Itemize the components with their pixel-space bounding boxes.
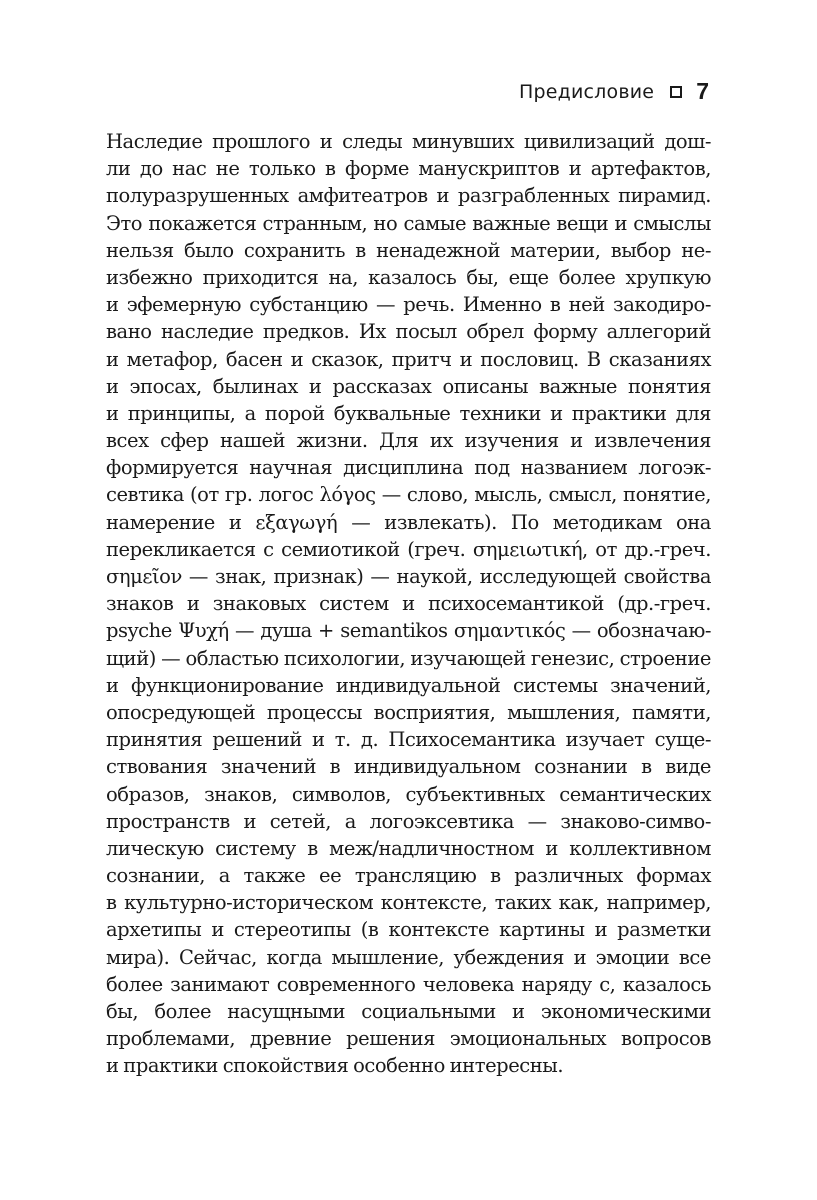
text-line: Наследие прошлого и следы минувших цивилизаций дош-	[106, 130, 711, 153]
page-number: 7	[696, 78, 709, 104]
section-title: Предисловие	[519, 80, 655, 103]
text-line: перекликается с семиотикой (греч. σημειωτική, от др.-греч.	[106, 537, 711, 561]
text-line: σημεῖον — знак, признак) — наукой, исследующей свойства	[106, 565, 711, 588]
body-paragraph	[106, 128, 711, 1080]
text-line: и принципы, а порой буквальные техники и практики для	[106, 401, 711, 425]
text-line: и практики спокойствия особенно интересны.	[106, 1054, 564, 1078]
text-line: сознании, а также ее трансляцию в различных формах	[106, 864, 711, 888]
text-line: Это покажется странным, но самые важные вещи и смыслы	[106, 211, 711, 235]
text-line: щий) — областью психологии, изучающей генезис, строение	[106, 646, 711, 670]
text-line: и эпосах, былинах и рассказах описаны важные понятия	[106, 374, 711, 398]
text-line: вано наследие предков. Их посыл обрел форму аллегорий	[106, 320, 711, 344]
text-line: опосредующей процессы восприятия, мышления, памяти,	[106, 700, 711, 724]
text-line: бы, более насущными социальными и экономическими	[106, 1000, 711, 1023]
text-line: севтика (от гр. логос λόγος — слово, мысль, смысл, понятие,	[106, 483, 711, 507]
text-line: и метафор, басен и сказок, притч и пословиц. В сказаниях	[106, 347, 711, 371]
text-line: нельзя было сохранить в ненадежной материи, выбор не-	[106, 238, 711, 262]
text-line: полуразрушенных амфитеатров и разграбленных пирамид.	[106, 184, 711, 208]
text-line: архетипы и стереотипы (в контексте картины и разметки	[106, 918, 711, 942]
text-line: формируется научная дисциплина под названием логоэк-	[106, 456, 711, 480]
text-line: лическую систему в меж/надличностном и коллективном	[106, 836, 711, 860]
text-line: избежно приходится на, казалось бы, еще более хрупкую	[106, 265, 711, 289]
text-line: мира). Сейчас, когда мышление, убеждения и эмоции все	[106, 945, 711, 969]
text-line: ли до нас не только в форме манускриптов и артефактов,	[106, 157, 711, 181]
square-outline-icon	[670, 86, 682, 98]
text-line: psyche Ψυχή — душа + semantikos σημαντικός — обозначаю-	[106, 619, 711, 643]
text-line: образов, знаков, символов, субъективных семантических	[106, 782, 711, 806]
text-line: в культурно-историческом контексте, таких как, например,	[106, 891, 711, 915]
text-line: всех сфер нашей жизни. Для их изучения и извлечения	[106, 429, 711, 453]
text-line: ствования значений в индивидуальном сознании в виде	[106, 755, 711, 779]
text-line: принятия решений и т. д. Психосемантика изучает суще-	[106, 728, 711, 752]
text-line: знаков и знаковых систем и психосемантикой (др.-греч.	[106, 592, 711, 616]
text-line: и функционирование индивидуальной системы значений,	[106, 673, 711, 697]
text-line: проблемами, древние решения эмоциональных вопросов	[106, 1027, 711, 1051]
text-line: пространств и сетей, а логоэксевтика — знаково-симво-	[106, 809, 711, 833]
text-line: более занимают современного человека наряду с, казалось	[106, 972, 711, 996]
text-line: намерение и εξαγωγή — извлекать). По методикам она	[106, 510, 711, 534]
running-head	[519, 78, 709, 105]
text-line: и эфемерную субстанцию — речь. Именно в ней закодиро-	[106, 293, 711, 317]
